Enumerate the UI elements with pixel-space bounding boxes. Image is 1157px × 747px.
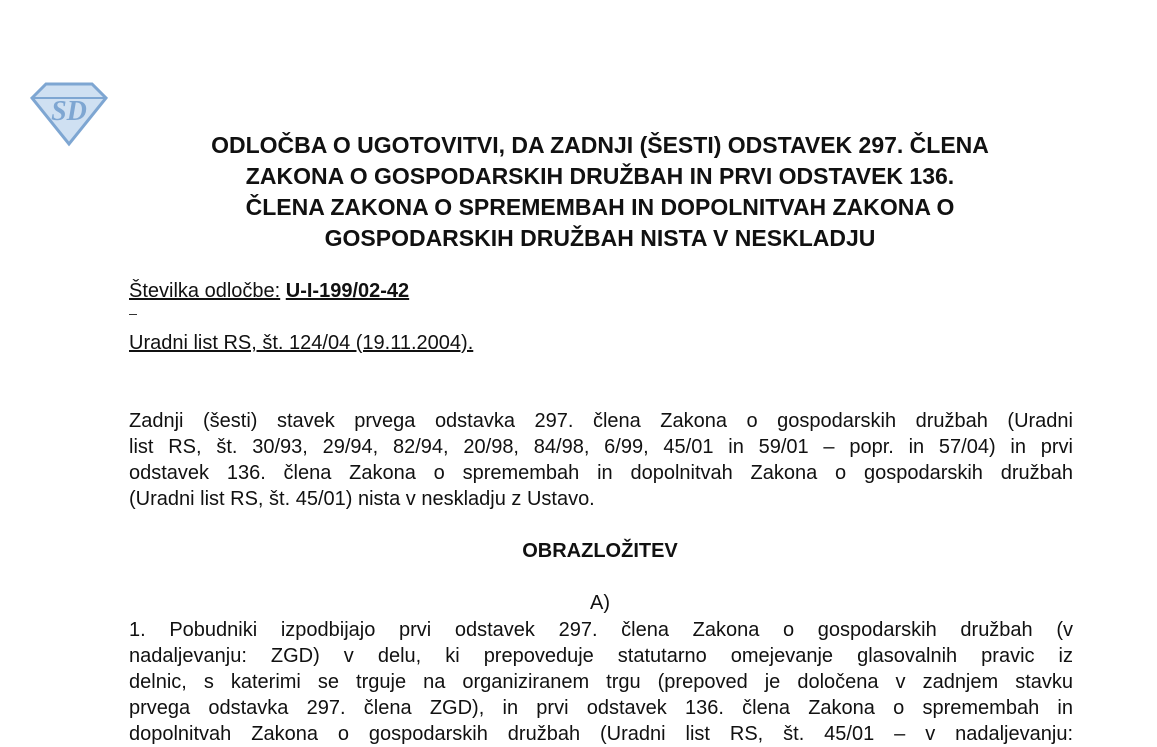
- summary-line: list RS, št. 30/93, 29/94, 82/94, 20/98, 84/98, 6/99, 45/01 in 59/01 – popr. in 57/04) in prvi: [129, 436, 1073, 458]
- title-line: ČLENA ZAKONA O SPREMEMBAH IN DOPOLNITVAH ZAKONA O: [245, 194, 955, 220]
- body-line: prvega odstavka 297. člena ZGD), in prvi odstavek 136. člena Zakona o spremembah in: [129, 697, 1073, 719]
- decision-summary: [129, 408, 1073, 512]
- decision-label: Številka odločbe:: [129, 280, 281, 302]
- body-line: 1. Pobudniki izpodbijajo prvi odstavek 297. člena Zakona o gospodarskih družbah (v: [129, 619, 1073, 641]
- title-line: ODLOČBA O UGOTOVITVI, DA ZADNJI (ŠESTI) ODSTAVEK 297. ČLENA: [211, 132, 989, 158]
- decision-number: U-I-199/02-42: [285, 280, 410, 302]
- summary-line: odstavek 136. člena Zakona o spremembah in dopolnitvah Zakona o gospodarskih družbah: [129, 462, 1073, 484]
- summary-line: (Uradni list RS, št. 45/01) nista v neskladju z Ustavo.: [129, 488, 595, 510]
- summary-line: Zadnji (šesti) stavek prvega odstavka 297. člena Zakona o gospodarskih družbah (Uradni: [129, 410, 1073, 432]
- page-title: [100, 130, 1100, 254]
- title-line: ZAKONA O GOSPODARSKIH DRUŽBAH IN PRVI ODSTAVEK 136.: [245, 163, 955, 189]
- section-a-label: A): [590, 592, 610, 614]
- gazette-reference: Uradni list RS, št. 124/04 (19.11.2004).: [129, 332, 474, 354]
- body-line: nadaljevanju: ZGD) v delu, ki prepoveduje statutarno omejevanje glasovalnih pravic iz: [129, 645, 1073, 667]
- title-line: GOSPODARSKIH DRUŽBAH NISTA V NESKLADJU: [324, 225, 876, 251]
- logo-mark: SD: [51, 96, 87, 127]
- decision-number-row: [129, 279, 409, 303]
- reasoning-heading: OBRAZLOŽITEV: [522, 540, 678, 562]
- body-paragraph: [129, 617, 1073, 747]
- body-line: dopolnitvah Zakona o gospodarskih družbah (Uradni list RS, št. 45/01 – v nadaljevanju:: [129, 723, 1073, 745]
- body-line: delnic, s katerimi se trguje na organiziranem trgu (prepoved je določena v zadnjem stavku: [129, 671, 1073, 693]
- divider-mark: [129, 314, 137, 315]
